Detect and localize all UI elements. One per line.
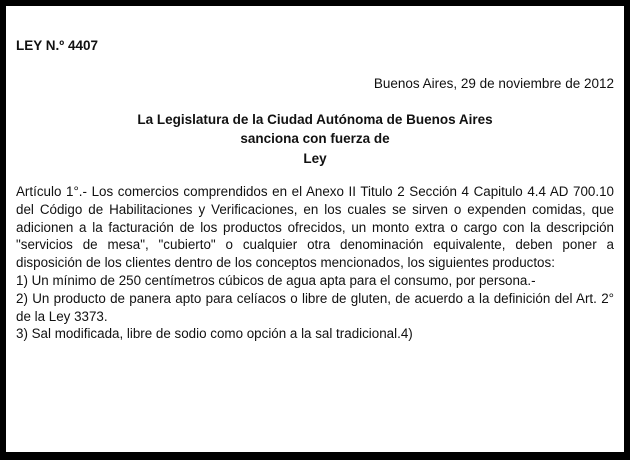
article-1-paragraph: Artículo 1°.- Los comercios comprendidos en el Anexo II Titulo 2 Sección 4 Capitulo 4.4 AD 700.10 del Código de Habilitaciones y Verificaciones, en los cuales se sirven o expenden comidas, que adicionen a la facturación de los productos ofrecidos, un monto extra o cargo con la descripción "servicios de mesa", "cubierto" o cualquier otra denominación equivalente, deben poner a disposición de los clientes dentro de los conceptos mencionados, los siguientes productos: bbox=[16, 184, 614, 271]
heading-line-sanciona: sanciona con fuerza de bbox=[240, 131, 390, 146]
law-number: LEY N.º 4407 bbox=[16, 38, 98, 53]
document-page bbox=[6, 6, 624, 452]
place-date: Buenos Aires, 29 de noviembre de 2012 bbox=[373, 76, 614, 91]
list-item-2: 2) Un producto de panera apto para celíacos o libre de gluten, de acuerdo a la definición del Art. 2° de la Ley 3373. bbox=[16, 290, 614, 324]
list-item-1: 1) Un mínimo de 250 centímetros cúbicos de agua apta para el consumo, por persona.- bbox=[16, 272, 536, 288]
heading-line-legislature: La Legislatura de la Ciudad Autónoma de Buenos Aires bbox=[137, 112, 493, 127]
heading-line-ley: Ley bbox=[303, 151, 327, 166]
law-body bbox=[16, 183, 614, 343]
list-item-3: 3) Sal modificada, libre de sodio como opción a la sal tradicional.4) bbox=[16, 326, 413, 342]
